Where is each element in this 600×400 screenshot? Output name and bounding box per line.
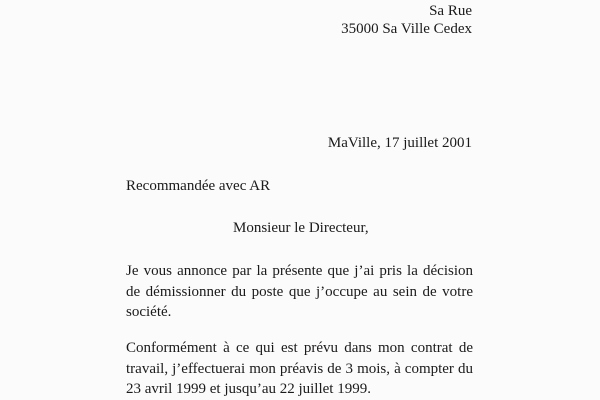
mention-recommandee: Recommandée avec AR	[126, 178, 271, 194]
date-line: MaVille, 17 juillet 2001	[327, 135, 472, 151]
paragraph-line: travail, j’effectuerai mon préavis de 3 mois, à compter du	[126, 360, 473, 377]
sender-city: 35000 Sa Ville Cedex	[341, 21, 472, 37]
paragraph-notice-period	[126, 338, 473, 400]
paragraph-line: de démissionner du poste que j’occupe au sein de votre	[126, 283, 473, 300]
salutation: Monsieur le Directeur,	[233, 220, 369, 236]
paragraph-line: Conformément à ce qui est prévu dans mon contrat de	[126, 340, 473, 356]
paragraph-line: 23 avril 1999 et jusqu’au 22 juillet 1999.	[126, 381, 371, 397]
paragraph-resignation	[126, 261, 473, 323]
paragraph-line: Je vous annonce par la présente que j’ai pris la décision	[126, 263, 473, 279]
sender-street: Sa Rue	[429, 3, 472, 19]
paragraph-line: société.	[126, 304, 172, 320]
